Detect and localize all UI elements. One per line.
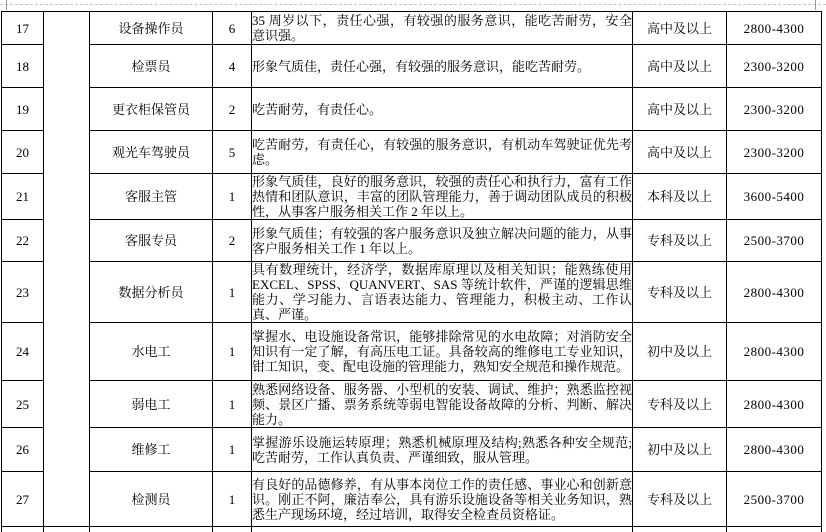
salary-cell: 2500-3700 xyxy=(727,472,822,527)
headcount-cell: 6 xyxy=(213,12,252,45)
page-boundary-right-tick xyxy=(815,0,816,10)
requirements-cell: 掌握水、电设施设备常识，能够排除常见的水电故障；对消防安全知识有一定了解，有高压电工证。具备较高的维修电工专业知识，钳工知识，变、配电设施的管理能力，熟知安全规范和操作规范。 xyxy=(252,323,633,381)
headcount-cell: 1 xyxy=(213,428,252,472)
requirements-cell: 35 周岁以下，责任心强，有较强的服务意识，能吃苦耐劳，安全意识强。 xyxy=(252,13,632,43)
education-cell: 初中及以上 xyxy=(633,323,727,381)
education-cell: 本科及以上 xyxy=(633,174,727,220)
requirements-cell: 熟悉网络设备、服务器、小型机的安装、调试、维护；熟悉监控视频、景区广播、票务系统等弱电智能设备故障的分析、判断、解决能力。 xyxy=(252,381,632,427)
education-cell: 初中及以上 xyxy=(633,428,727,472)
job-title-cell: 水电工 xyxy=(90,323,213,381)
headcount-cell: 1 xyxy=(213,381,252,428)
table-row-partial xyxy=(2,527,822,532)
salary-cell: 2500-3700 xyxy=(727,220,822,262)
row-number-cell: 17 xyxy=(2,12,44,45)
row-number-cell: 24 xyxy=(2,323,44,381)
partial-cell xyxy=(633,527,727,532)
salary-cell: 2300-3200 xyxy=(727,88,822,131)
headcount-cell: 4 xyxy=(213,45,252,88)
row-number-cell: 26 xyxy=(2,428,44,472)
job-title-cell: 客服专员 xyxy=(90,220,213,262)
requirements-cell: 形象气质佳；有较强的客户服务意识及独立解决问题的能力，从事客户服务相关工作 1 年以上。 xyxy=(252,220,633,262)
requirements-cell: 形象气质佳，良好的服务意识，较强的责任心和执行力，富有工作热情和团队意识，丰富的团队管理能力，善于调动团队成员的积极性，从事客户服务相关工作 2 年以上。 xyxy=(252,174,632,219)
table-row xyxy=(2,45,822,88)
headcount-cell: 5 xyxy=(213,131,252,174)
salary-cell: 3600-5400 xyxy=(727,174,822,220)
page-boundary-left-tick xyxy=(6,0,7,10)
table-row xyxy=(2,323,822,381)
headcount-cell: 1 xyxy=(213,323,252,381)
table-row xyxy=(2,472,822,527)
education-cell: 专科及以上 xyxy=(633,262,727,323)
row-number-cell: 25 xyxy=(2,381,44,428)
row-number-cell: 22 xyxy=(2,220,44,262)
partial-cell xyxy=(213,527,252,532)
education-cell: 高中及以上 xyxy=(633,131,727,174)
education-cell: 专科及以上 xyxy=(633,381,727,428)
partial-cell xyxy=(252,527,633,532)
job-title-cell: 检票员 xyxy=(90,45,213,88)
job-title-cell: 检测员 xyxy=(90,472,213,527)
partial-cell xyxy=(727,527,822,532)
row-number-cell: 21 xyxy=(2,174,44,220)
partial-cell xyxy=(2,527,44,532)
row-number-cell: 27 xyxy=(2,472,44,527)
salary-cell: 2800-4300 xyxy=(727,323,822,381)
row-number-cell: 18 xyxy=(2,45,44,88)
job-title-cell: 观光车驾驶员 xyxy=(90,131,213,174)
headcount-cell: 1 xyxy=(213,262,252,323)
row-number-cell: 20 xyxy=(2,131,44,174)
salary-cell: 2300-3200 xyxy=(727,131,822,174)
salary-cell: 2800-4300 xyxy=(727,12,822,45)
row-number-cell: 23 xyxy=(2,262,44,323)
page-boundary-dashed-line xyxy=(0,4,826,5)
requirements-cell: 具有数理统计，经济学，数据库原理以及相关知识；能熟练使用 EXCEL、SPSS、QUANVERT、SAS 等统计软件，严谨的逻辑思维能力、学习能力、言语表达能力、管理能力，积极主动、工作认真、严谨。 xyxy=(252,262,632,322)
job-title-cell: 数据分析员 xyxy=(90,262,213,323)
job-title-cell: 更衣柜保管员 xyxy=(90,88,213,131)
table-row xyxy=(2,174,822,220)
job-title-cell: 客服主管 xyxy=(90,174,213,220)
requirements-cell: 掌握游乐设施运转原理；熟悉机械原理及结构;熟悉各种安全规范;吃苦耐劳，工作认真负责、严谨细致，服从管理。 xyxy=(252,428,633,472)
education-cell: 高中及以上 xyxy=(633,45,727,88)
job-title-cell: 设备操作员 xyxy=(90,12,213,45)
requirements-cell: 吃苦耐劳，有责任心。 xyxy=(252,88,633,131)
partial-cell xyxy=(90,527,213,532)
education-cell: 高中及以上 xyxy=(633,12,727,45)
salary-cell: 2800-4300 xyxy=(727,428,822,472)
headcount-cell: 2 xyxy=(213,88,252,131)
salary-cell: 2800-4300 xyxy=(727,262,822,323)
row-number-cell: 19 xyxy=(2,88,44,131)
group-cell xyxy=(44,12,90,527)
table-row xyxy=(2,220,822,262)
requirements-cell: 形象气质佳，责任心强，有较强的服务意识，能吃苦耐劳。 xyxy=(252,45,633,88)
education-cell: 专科及以上 xyxy=(633,220,727,262)
table-row xyxy=(2,428,822,472)
job-title-cell: 弱电工 xyxy=(90,381,213,428)
table-row xyxy=(2,381,822,428)
headcount-cell: 2 xyxy=(213,220,252,262)
education-cell: 高中及以上 xyxy=(633,88,727,131)
table-row xyxy=(2,12,822,45)
requirements-cell: 有良好的品德修养，有从事本岗位工作的责任感、事业心和创新意识。刚正不阿，廉洁奉公，具有游乐设施设备等相关业务知识，熟悉生产现场环境，经过培训，取得安全检查员资格证。 xyxy=(252,472,633,527)
job-positions-table xyxy=(1,11,822,532)
table-row xyxy=(2,131,822,174)
headcount-cell: 1 xyxy=(213,472,252,527)
job-title-cell: 维修工 xyxy=(90,428,213,472)
requirements-cell: 吃苦耐劳，有责任心，有较强的服务意识，有机动车驾驶证优先考虑。 xyxy=(252,131,633,174)
education-cell: 专科及以上 xyxy=(633,472,727,527)
partial-cell xyxy=(44,527,90,532)
table-row xyxy=(2,88,822,131)
headcount-cell: 1 xyxy=(213,174,252,220)
salary-cell: 2300-3200 xyxy=(727,45,822,88)
salary-cell: 2800-4300 xyxy=(727,381,822,428)
table-row xyxy=(2,262,822,323)
